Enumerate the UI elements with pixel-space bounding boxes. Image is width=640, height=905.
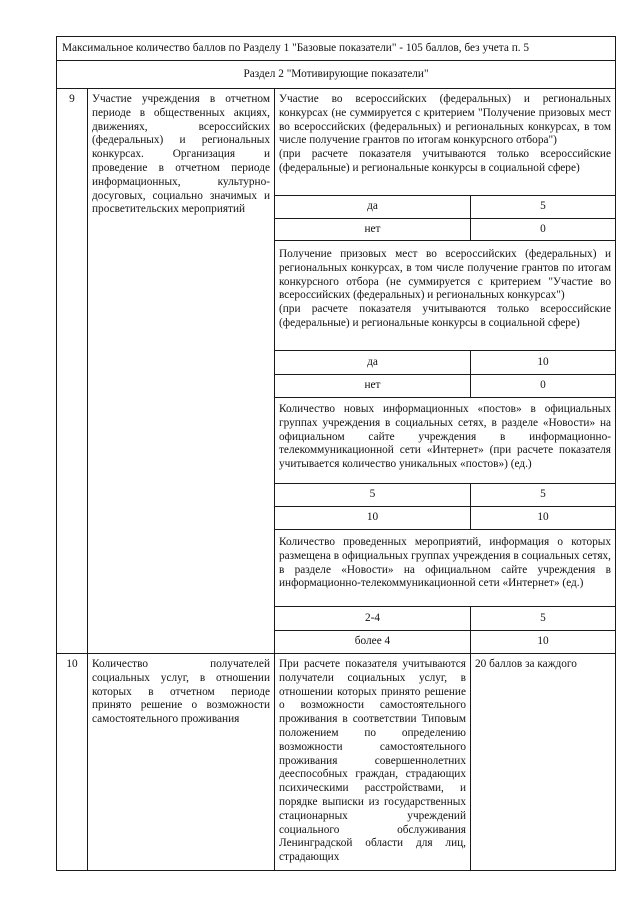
criterion-4 [274,529,616,607]
row-10-indicator: Количество получателей социальных услуг, в отношении которых в отчетном периоде принято решение о возможности самостоятельного проживания [87,653,275,871]
criterion-1-option-yes: да [274,195,471,219]
criterion-3 [274,397,616,484]
criterion-3-option-2: 10 [274,506,471,530]
row-10-criterion: При расчете показателя учитываются получатели социальных услуг, в отношении которых принято решение о возможности самостоятельного проживания в соответствии Типовым положением по определению возможности самостоятельного проживания совершеннолетних дееспособных граждан, страдающих психическими расстройствами, и порядке выписки из государственных стационарных учреждений социального обслуживания Ленинградской области для лиц, страдающих [274,653,471,871]
section-title-text: Раздел 2 "Мотивирующие показатели" [243,67,429,80]
row-9-number: 9 [56,88,88,654]
criterion-1-score-no: 0 [470,218,616,241]
criterion-2-score-yes: 10 [470,350,616,375]
criterion-1 [274,88,616,196]
criterion-2-title: Получение призовых мест во всероссийских (федеральных) и региональных конкурсах, в том числе получение грантов по итогам конкурсного отбора (не суммируется с критерием "Участие во всероссийских (федеральных) и региональных конкурсах") [279,248,611,302]
criterion-2 [274,240,616,351]
criterion-4-score-2: 10 [470,630,616,654]
criterion-2-option-no: нет [274,374,471,398]
criterion-4-title: Количество проведенных мероприятий, информация о которых размещена в официальных группах учреждения в социальных сетях, в разделе «Новости» на официальном сайте учреждения в информационно-телекоммуникационной сети «Интернет» (ед.) [279,536,611,590]
summary-text: Максимальное количество баллов по Разделу 1 "Базовые показатели" - 105 баллов, без учета п. 5 [62,41,530,54]
criterion-4-option-2: более 4 [274,630,471,654]
criterion-3-score-2: 10 [470,506,616,530]
row-9-indicator: Участие учреждения в отчетном периоде в общественных акциях, движениях, всероссийских (федеральных) и региональных конкурсах. Организация и проведение в отчетном периоде информационных, культурно-досуговых, социально значимых и просветительских мероприятий [87,88,275,654]
criterion-3-title: Количество новых информационных «постов» в официальных группах учреждения в социальных сетях, в разделе «Новости» на официальном сайте учреждения в информационно-телекоммуникационной сети «Интернет» (при расчете показателя учитывается количество уникальных «постов») (ед.) [279,403,611,471]
criterion-2-note: (при расчете показателя учитываются только всероссийские (федеральные) и региональные конкурсы в социальной сфере) [279,303,611,329]
criterion-3-score-1: 5 [470,483,616,507]
criterion-1-title: Участие во всероссийских (федеральных) и региональных конкурсах (не суммируется с критерием "Получение призовых мест во всероссийских (федеральных) и региональных конкурсах, в том числе получение грантов по итогам конкурсного отбора") [279,93,611,147]
criterion-1-score-yes: 5 [470,195,616,219]
criterion-4-score-1: 5 [470,606,616,631]
criterion-1-note: (при расчете показателя учитываются только всероссийские (федеральные) и региональные конкурсы в социальной сфере) [279,148,611,174]
document-page [56,36,616,871]
criterion-3-option-1: 5 [274,483,471,507]
row-10-number: 10 [56,653,88,871]
row-10-score: 20 баллов за каждого [470,653,616,871]
criterion-2-score-no: 0 [470,374,616,398]
criterion-1-option-no: нет [274,218,471,241]
criterion-4-option-1: 2-4 [274,606,471,631]
summary-row [56,36,616,61]
criterion-2-option-yes: да [274,350,471,375]
section-title [56,60,616,89]
